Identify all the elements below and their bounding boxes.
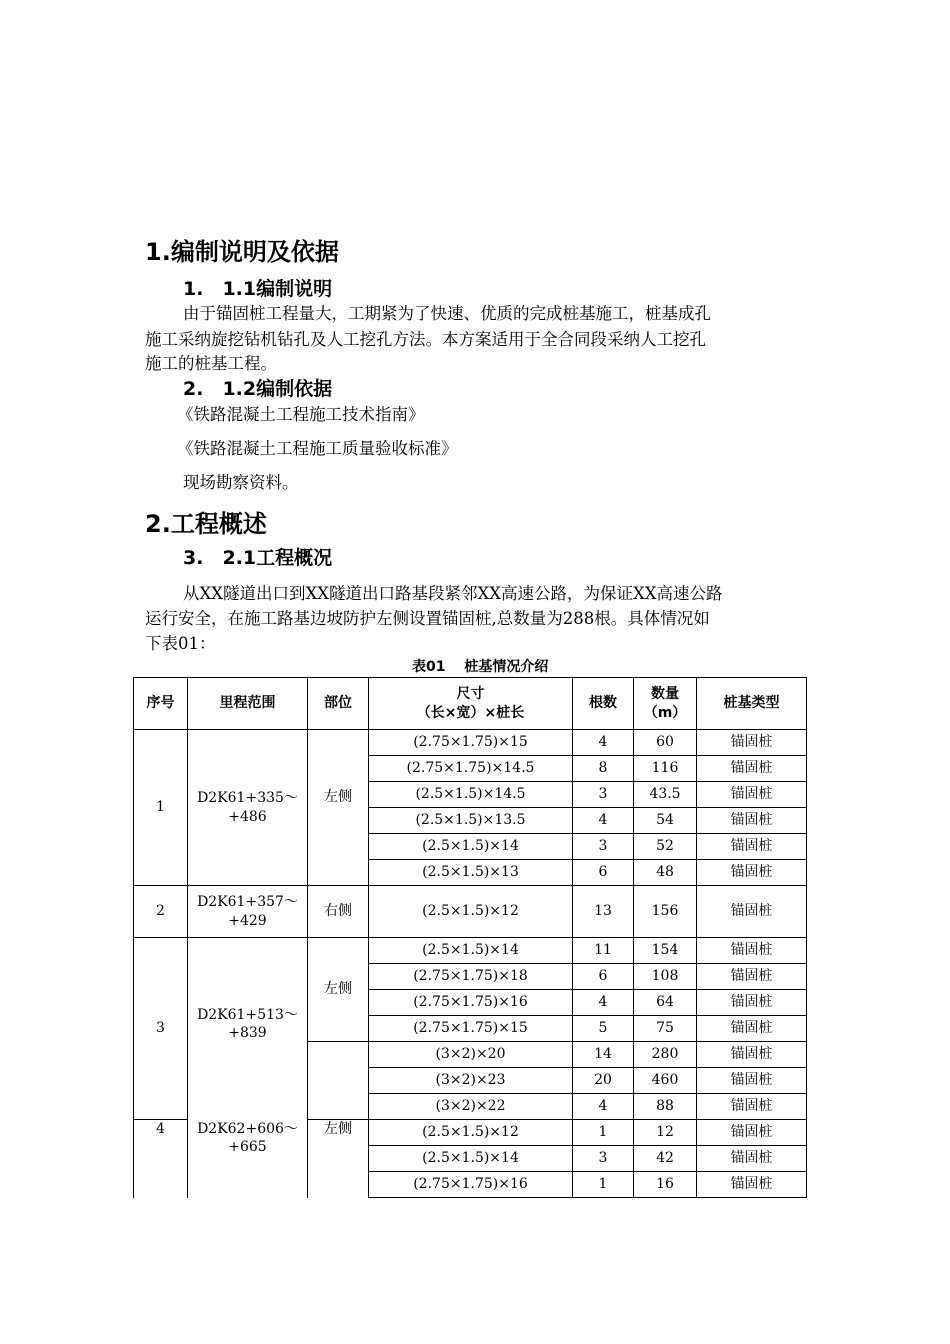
part-cell-empty (308, 1042, 369, 1120)
size-cell: (2.5×1.5)×14.5 (369, 782, 573, 808)
table-row (134, 1120, 807, 1146)
count-cell: 20 (573, 1068, 634, 1094)
type-cell: 锚固桩 (697, 808, 807, 834)
qty-cell: 42 (634, 1146, 697, 1172)
size-cell: (2.75×1.75)×16 (369, 1172, 573, 1198)
header-part: 部位 (308, 678, 369, 730)
range-cell: D2K61+357～ +429 (188, 886, 308, 938)
table-row (134, 938, 807, 964)
size-cell: (2.5×1.5)×12 (369, 1120, 573, 1146)
size-cell: (2.75×1.75)×15 (369, 1016, 573, 1042)
type-cell: 锚固桩 (697, 1146, 807, 1172)
qty-cell: 12 (634, 1120, 697, 1146)
paragraph-line: 施工采纳旋挖钻机钻孔及人工挖孔方法。本方案适用于全合同段采纳人工挖孔 (145, 330, 706, 349)
type-cell: 锚固桩 (697, 782, 807, 808)
type-cell: 锚固桩 (697, 964, 807, 990)
seq-cell: 2 (134, 886, 188, 938)
type-cell: 锚固桩 (697, 1016, 807, 1042)
type-cell: 锚固桩 (697, 1094, 807, 1120)
type-cell: 锚固桩 (697, 860, 807, 886)
paragraph-line: 由于锚固桩工程量大，工期紧为了快速、优质的完成桩基施工，桩基成孔 (183, 304, 711, 323)
type-cell: 锚固桩 (697, 756, 807, 782)
size-cell: (2.75×1.75)×16 (369, 990, 573, 1016)
table-header-row (134, 678, 807, 730)
size-cell: (2.5×1.5)×14 (369, 938, 573, 964)
count-cell: 3 (573, 1146, 634, 1172)
count-cell: 4 (573, 990, 634, 1016)
count-cell: 4 (573, 808, 634, 834)
type-cell: 锚固桩 (697, 1068, 807, 1094)
qty-cell: 48 (634, 860, 697, 886)
count-cell: 1 (573, 1172, 634, 1198)
seq-cell: 1 (134, 730, 188, 886)
size-cell: (2.5×1.5)×13 (369, 860, 573, 886)
range-cell: D2K61+335～ +486 (188, 730, 308, 886)
count-cell: 11 (573, 938, 634, 964)
table-row (134, 730, 807, 756)
qty-cell: 154 (634, 938, 697, 964)
subsection-heading-2-1: 3. 2.1工程概况 (183, 547, 333, 569)
reference-item: 《铁路混凝土工程施工质量验收标准》 (177, 439, 458, 458)
subsection-heading-1-2: 2. 1.2编制依据 (183, 378, 333, 400)
section-heading-1: 1.编制说明及依据 (145, 238, 339, 266)
qty-cell: 54 (634, 808, 697, 834)
header-seq: 序号 (134, 678, 188, 730)
count-cell: 6 (573, 860, 634, 886)
table-caption: 表01 桩基情况介绍 (412, 659, 549, 675)
type-cell: 锚固桩 (697, 1172, 807, 1198)
size-cell: (2.75×1.75)×14.5 (369, 756, 573, 782)
size-cell: (2.75×1.75)×18 (369, 964, 573, 990)
range-cell: D2K62+606～ +665 (188, 1120, 308, 1198)
qty-cell: 60 (634, 730, 697, 756)
count-cell: 3 (573, 834, 634, 860)
count-cell: 5 (573, 1016, 634, 1042)
reference-item: 现场勘察资料。 (183, 473, 299, 492)
type-cell: 锚固桩 (697, 834, 807, 860)
part-cell: 左侧 (308, 1120, 369, 1198)
count-cell: 4 (573, 730, 634, 756)
count-cell: 6 (573, 964, 634, 990)
part-cell: 右侧 (308, 886, 369, 938)
type-cell: 锚固桩 (697, 938, 807, 964)
size-cell: (3×2)×20 (369, 1042, 573, 1068)
count-cell: 13 (573, 886, 634, 938)
qty-cell: 88 (634, 1094, 697, 1120)
qty-cell: 43.5 (634, 782, 697, 808)
paragraph-line: 运行安全，在施工路基边坡防护左侧设置锚固桩,总数量为288根。具体情况如 (145, 609, 710, 628)
size-cell: (3×2)×22 (369, 1094, 573, 1120)
qty-cell: 460 (634, 1068, 697, 1094)
type-cell: 锚固桩 (697, 730, 807, 756)
paragraph-line: 施工的桩基工程。 (145, 354, 277, 373)
qty-cell: 75 (634, 1016, 697, 1042)
qty-cell: 52 (634, 834, 697, 860)
size-cell: (2.75×1.75)×15 (369, 730, 573, 756)
type-cell: 锚固桩 (697, 886, 807, 938)
part-cell: 左侧 (308, 730, 369, 886)
seq-cell: 4 (134, 1120, 188, 1198)
qty-cell: 16 (634, 1172, 697, 1198)
subsection-heading-1-1: 1. 1.1编制说明 (183, 278, 333, 300)
part-cell: 左侧 (308, 938, 369, 1042)
count-cell: 3 (573, 782, 634, 808)
seq-cell: 3 (134, 938, 188, 1120)
size-cell: (2.5×1.5)×14 (369, 1146, 573, 1172)
count-cell: 8 (573, 756, 634, 782)
qty-cell: 280 (634, 1042, 697, 1068)
type-cell: 锚固桩 (697, 1120, 807, 1146)
type-cell: 锚固桩 (697, 1042, 807, 1068)
header-count: 根数 (573, 678, 634, 730)
count-cell: 1 (573, 1120, 634, 1146)
qty-cell: 156 (634, 886, 697, 938)
size-cell: (2.5×1.5)×14 (369, 834, 573, 860)
size-cell: (2.5×1.5)×13.5 (369, 808, 573, 834)
size-cell: (3×2)×23 (369, 1068, 573, 1094)
qty-cell: 108 (634, 964, 697, 990)
header-type: 桩基类型 (697, 678, 807, 730)
header-qty: 数量 （m） (634, 678, 697, 730)
qty-cell: 64 (634, 990, 697, 1016)
pile-info-table (133, 677, 807, 1198)
size-cell: (2.5×1.5)×12 (369, 886, 573, 938)
count-cell: 14 (573, 1042, 634, 1068)
section-heading-2: 2.工程概述 (145, 510, 267, 538)
table-row (134, 886, 807, 938)
count-cell: 4 (573, 1094, 634, 1120)
paragraph-line: 从XX隧道出口到XX隧道出口路基段紧邻XX高速公路，为保证XX高速公路 (183, 584, 723, 603)
qty-cell: 116 (634, 756, 697, 782)
paragraph-line: 下表01： (145, 634, 216, 653)
header-size: 尺寸 （长×宽）×桩长 (369, 678, 573, 730)
range-cell: D2K61+513～ +839 (188, 938, 308, 1120)
type-cell: 锚固桩 (697, 990, 807, 1016)
header-range: 里程范围 (188, 678, 308, 730)
reference-item: 《铁路混凝土工程施工技术指南》 (177, 405, 425, 424)
